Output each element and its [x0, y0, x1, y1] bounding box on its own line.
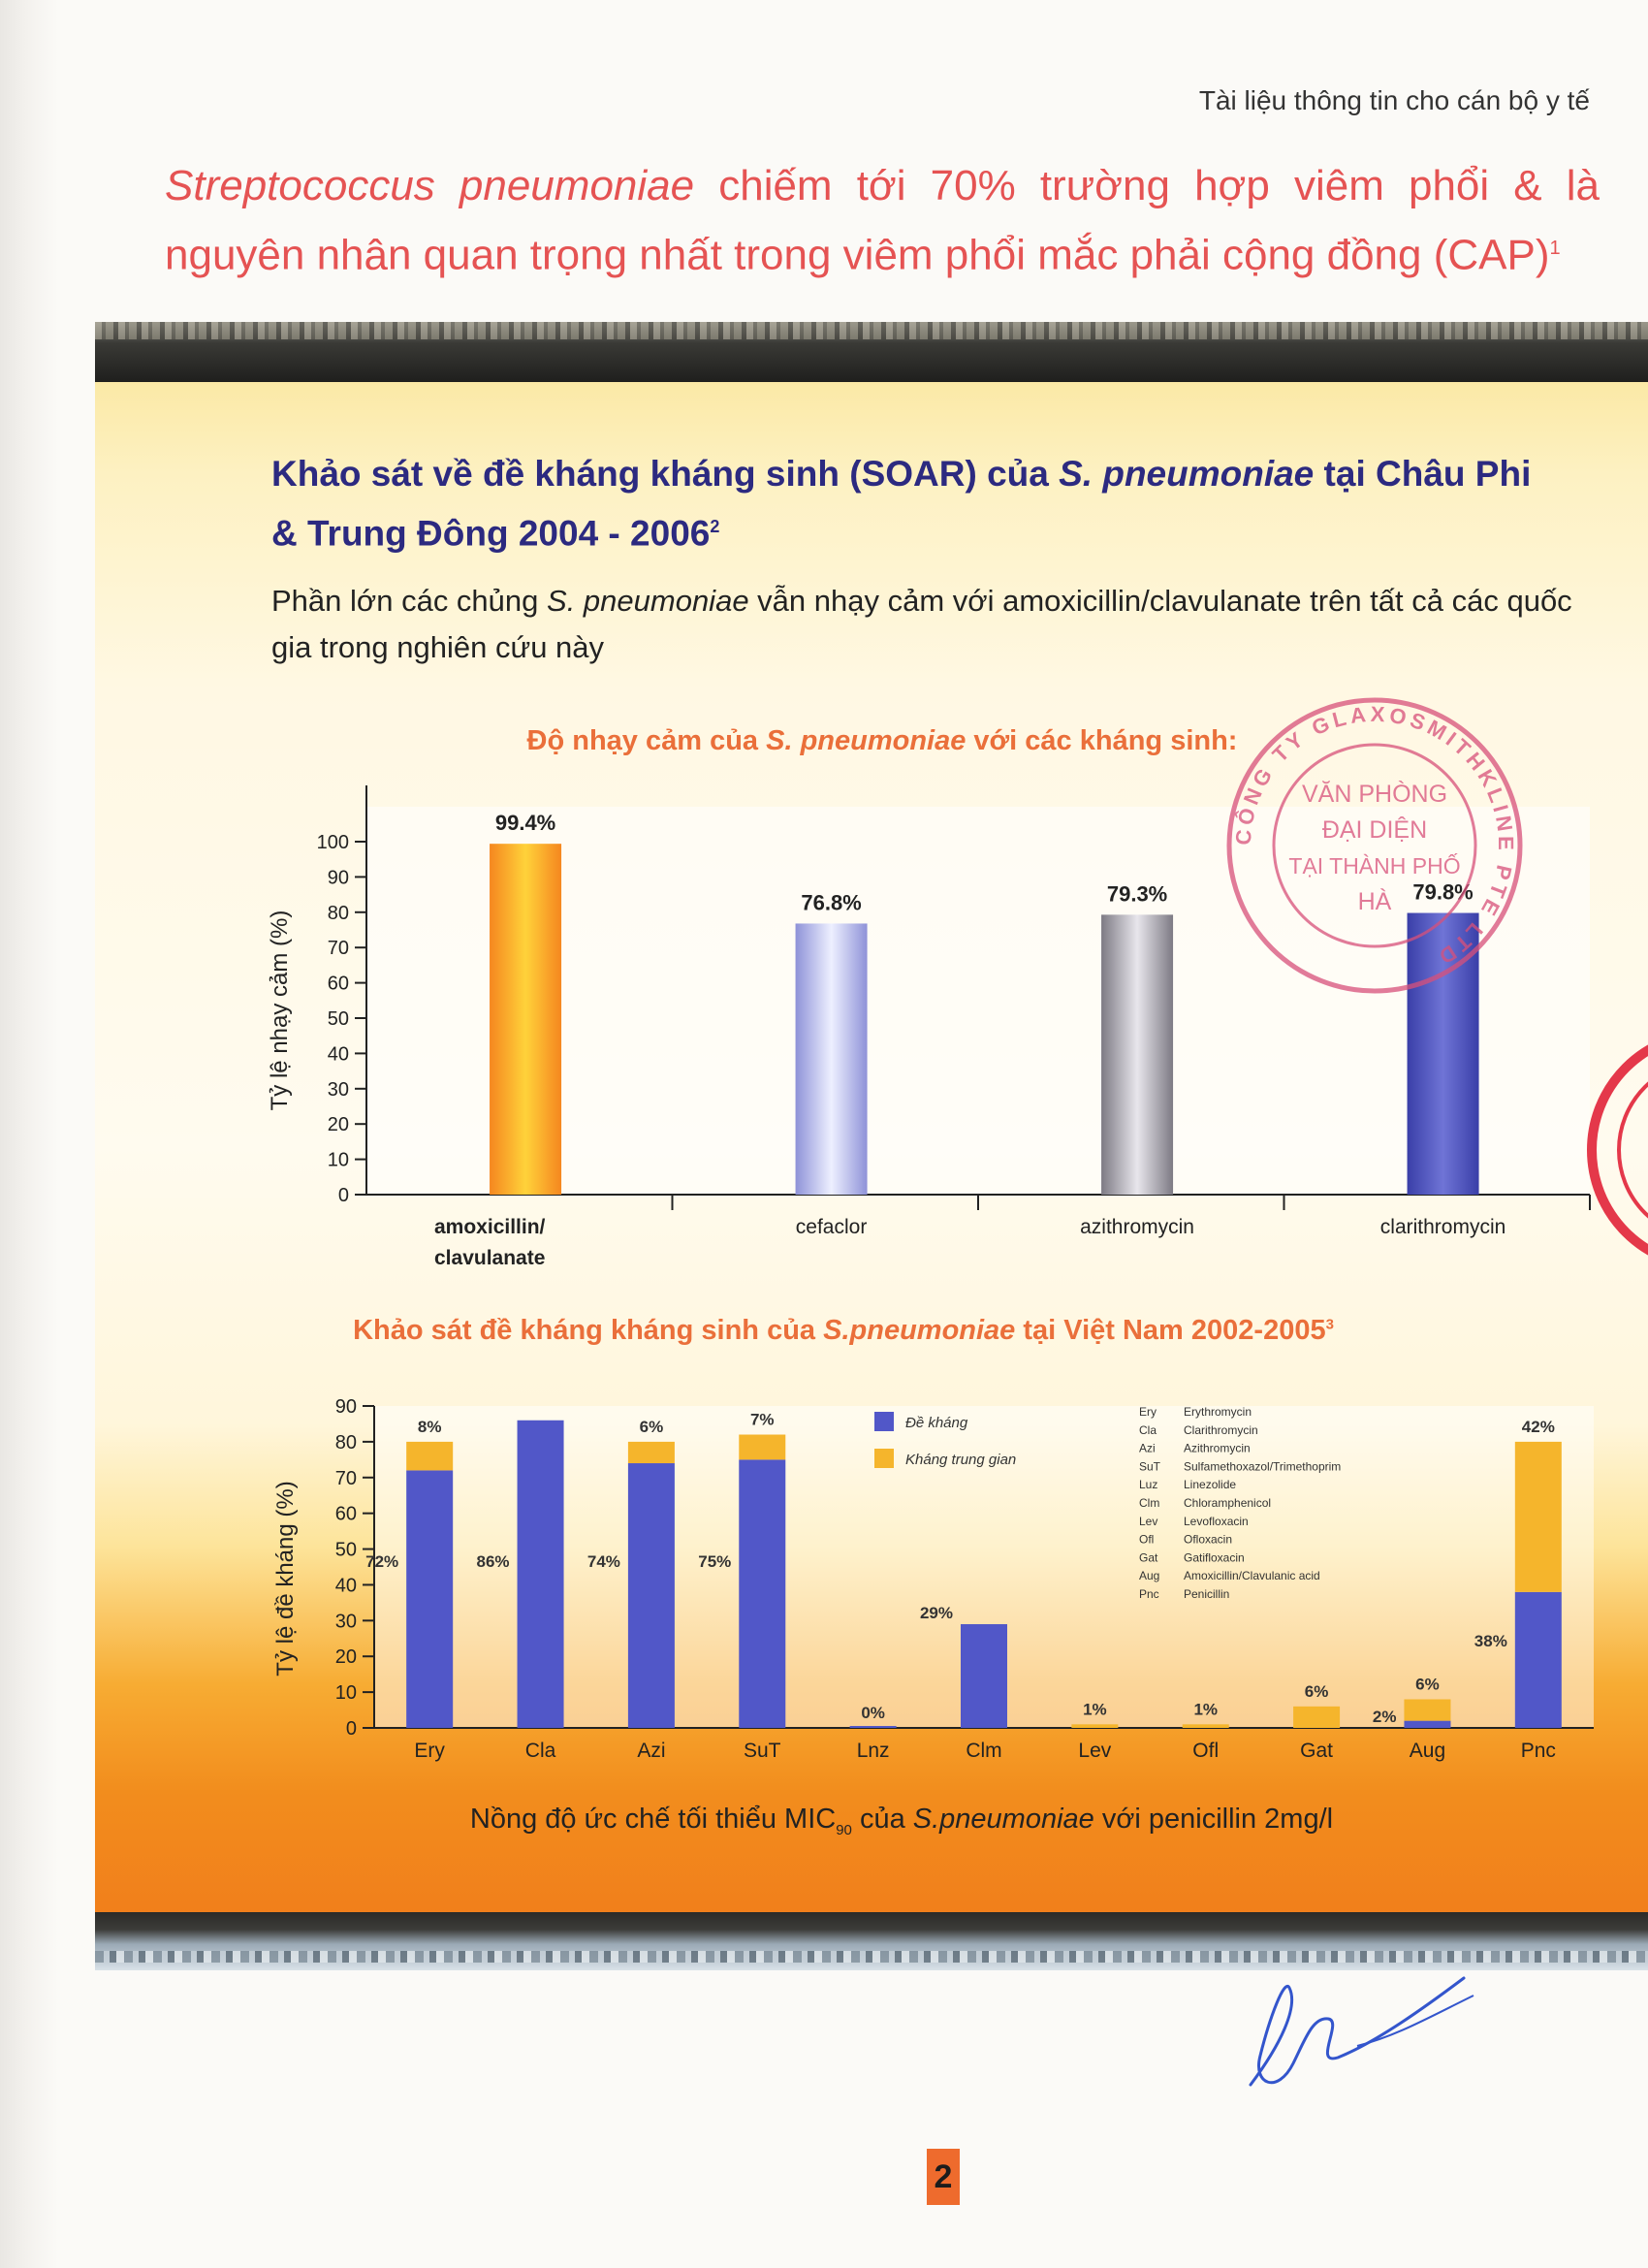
chart2-category-label: Ofl	[1192, 1740, 1220, 1762]
chart2-abbreviation-name: Chloramphenicol	[1184, 1496, 1272, 1510]
survey-title-part1: Khảo sát về đề kháng kháng sinh (SOAR) của	[271, 454, 1060, 494]
chart1-bar	[796, 923, 868, 1195]
chart2-bar-intermediate	[1515, 1442, 1562, 1592]
survey-body-part2: vẫn nhạy cảm với amoxicillin/clavulanate trên tất cả các quốc gia trong nghiên cứu này	[271, 584, 1572, 664]
chart2-bar-intermediate	[739, 1435, 785, 1460]
chart1-category-label: clarithromycin	[1379, 1216, 1506, 1238]
chart1-y-tick-label: 50	[327, 1008, 349, 1030]
chart2-bar-resistant	[518, 1421, 564, 1728]
chart2-category-label: Azi	[637, 1740, 666, 1762]
mic-note-subscript: 90	[836, 1821, 852, 1838]
chart2-value-label: 1%	[1083, 1700, 1107, 1719]
chart1-value-label: 99.4%	[494, 811, 556, 836]
chart2-abbreviation-code: Ofl	[1139, 1532, 1155, 1547]
stamp-line-4: HÀ	[1357, 888, 1392, 915]
chart2-abbreviation-code: Azi	[1139, 1441, 1156, 1455]
chart1-category-label: azithromycin	[1080, 1216, 1194, 1238]
chart1-title-species: S. pneumoniae	[766, 725, 967, 756]
chart2-value-label: 86%	[476, 1552, 510, 1571]
chart2-bar-intermediate	[406, 1442, 453, 1471]
chart1-category-label: cefaclor	[795, 1216, 868, 1238]
chart2-y-tick-label: 70	[334, 1467, 357, 1489]
chart2-y-tick-label: 0	[345, 1718, 357, 1740]
chart2-y-tick-label: 10	[334, 1682, 357, 1705]
chart2-y-axis-label: Tỷ lệ đề kháng (%)	[272, 1481, 299, 1677]
chart2-abbreviation-name: Erythromycin	[1184, 1405, 1252, 1419]
chart2-value-label: 42%	[1521, 1417, 1555, 1436]
page	[58, 0, 1648, 2268]
chart1-category-label: amoxicillin/	[434, 1216, 546, 1238]
chart1-value-label: 79.8%	[1412, 879, 1474, 905]
office-stamp	[1220, 690, 1530, 1001]
chart2-legend-swatch	[874, 1449, 894, 1468]
scan-left-strip	[0, 0, 58, 2268]
chart2-value-label: 6%	[1415, 1675, 1440, 1694]
headline-ref: 1	[1549, 238, 1561, 259]
chart1-y-tick-label: 20	[327, 1114, 349, 1136]
chart2-bar-intermediate	[1071, 1724, 1118, 1728]
chart2-category-label: Cla	[524, 1740, 556, 1762]
chart2-category-label: SuT	[744, 1740, 781, 1762]
chart2-value-label: 29%	[919, 1604, 953, 1623]
chart2-bar-intermediate	[628, 1442, 675, 1463]
headline	[165, 155, 1600, 287]
chart2-value-label: 74%	[586, 1552, 620, 1571]
mic-note	[349, 1804, 1454, 1838]
chart2-y-tick-label: 90	[334, 1396, 357, 1418]
mic-note-species: S.pneumoniae	[912, 1804, 1094, 1835]
stamp-ring-text: CÔNG TY GLAXOSMITHKLINE PTE LTD	[1230, 701, 1519, 972]
chart1-value-label: 79.3%	[1106, 881, 1168, 907]
chart2-abbreviation-code: SuT	[1139, 1459, 1161, 1474]
chart2-category-label: Lnz	[856, 1740, 890, 1762]
chart2-category-label: Ery	[414, 1740, 445, 1762]
chart2-bar-intermediate	[1404, 1699, 1450, 1720]
chart2-legend-label: Kháng trung gian	[905, 1452, 1017, 1468]
chart2-value-label: 72%	[365, 1552, 399, 1571]
chart2-category-label: Gat	[1300, 1740, 1334, 1762]
chart1-y-tick-label: 40	[327, 1043, 349, 1066]
chart1-y-tick-label: 90	[327, 867, 349, 889]
stamp-line-2: ĐẠI DIỆN	[1321, 816, 1428, 844]
chart2-category-label: Clm	[966, 1740, 1002, 1762]
chart2-value-label: 6%	[1304, 1681, 1329, 1701]
chart2-value-label: 38%	[1474, 1631, 1507, 1650]
headline-species: Streptococcus pneumoniae	[165, 162, 695, 209]
chart2-abbreviation-code: Lev	[1139, 1514, 1158, 1528]
chart1-y-tick-label: 60	[327, 973, 349, 995]
chart2-bar-resistant	[406, 1470, 453, 1728]
document-label: Tài liệu thông tin cho cán bộ y tế	[1198, 85, 1590, 115]
mic-note-part1: Nồng độ ức chế tối thiểu MIC	[469, 1804, 837, 1835]
survey-title-ref: 2	[710, 517, 720, 536]
chart2-abbreviation-code: Ery	[1139, 1405, 1157, 1419]
chart2-category-label: Lev	[1078, 1740, 1112, 1762]
chart2-bar-resistant	[1404, 1721, 1450, 1728]
chart2-abbreviation-code: Cla	[1139, 1422, 1157, 1437]
survey-body-part1: Phần lớn các chủng	[271, 584, 548, 618]
chart2-value-label: 6%	[639, 1417, 664, 1436]
chart1-y-tick-label: 10	[327, 1149, 349, 1171]
chart2-bar-zero	[850, 1726, 897, 1728]
chart1-category-label: clavulanate	[434, 1247, 546, 1269]
survey-title-species: S. pneumoniae	[1059, 454, 1315, 494]
chart1-value-label: 76.8%	[801, 890, 862, 915]
chart1-bar	[1101, 914, 1173, 1195]
chart2-y-tick-label: 60	[334, 1503, 357, 1525]
chart2-abbreviation-name: Levofloxacin	[1184, 1514, 1249, 1528]
chart2-y-tick-label: 80	[334, 1431, 357, 1453]
chart2-abbreviation-code: Luz	[1139, 1478, 1158, 1492]
chart2-abbreviation-name: Amoxicillin/Clavulanic acid	[1184, 1569, 1320, 1583]
chart1-y-tick-label: 30	[327, 1078, 349, 1101]
chart1-title-part2: với các kháng sinh:	[966, 725, 1238, 756]
chart2-value-label: 8%	[417, 1417, 442, 1436]
survey-body-species: S. pneumoniae	[547, 584, 749, 618]
headline-text: chiếm tới 70% trường hợp viêm phổi & là nguyên nhân quan trọng nhất trong viêm phổi mắc phải cộng đồng (CAP)	[165, 162, 1600, 279]
chart2-value-label: 2%	[1372, 1708, 1397, 1726]
chart2-abbreviation-code: Pnc	[1139, 1587, 1159, 1601]
survey-title	[271, 448, 1532, 559]
page-number: 2	[927, 2149, 960, 2205]
stamp-line-3: TẠI THÀNH PHỐ	[1288, 853, 1461, 878]
chart2-y-tick-label: 20	[334, 1646, 357, 1669]
chart2-value-label: 75%	[698, 1552, 732, 1571]
survey-body	[271, 578, 1609, 671]
chart2-bar-resistant	[739, 1459, 785, 1728]
chart2-abbreviation-name: Azithromycin	[1184, 1441, 1251, 1455]
chart1-y-tick-label: 100	[316, 832, 349, 853]
partial-red-stamp	[1572, 1014, 1648, 1286]
chart2-y-tick-label: 30	[334, 1611, 357, 1633]
chart2-abbreviation-code: Aug	[1139, 1569, 1160, 1583]
chart2-abbreviation-name: Ofloxacin	[1184, 1532, 1233, 1547]
chart2-abbreviation-code: Gat	[1139, 1550, 1158, 1565]
chart2-title-part2: tại Việt Nam 2002-2005	[1015, 1315, 1326, 1346]
chart2-abbreviation-name: Clarithromycin	[1184, 1422, 1258, 1437]
resistance-stacked-bar-chart	[184, 1387, 1609, 1765]
chart2-abbreviation-name: Linezolide	[1184, 1478, 1237, 1492]
chart2-abbreviation-code: Clm	[1139, 1496, 1160, 1510]
chart2-title-part1: Khảo sát đề kháng kháng sinh của	[353, 1315, 824, 1346]
chart2-bar-resistant	[961, 1624, 1007, 1728]
chart1-y-axis-label: Tỷ lệ nhạy cảm (%)	[267, 910, 293, 1111]
chart2-title-species: S.pneumoniae	[823, 1315, 1016, 1346]
chart2-bar-intermediate	[1293, 1707, 1340, 1728]
chart2-value-label: 1%	[1193, 1700, 1219, 1719]
chart1-title-part1: Độ nhạy cảm của	[526, 725, 767, 756]
chart2-category-label: Aug	[1409, 1740, 1446, 1762]
chart1-y-tick-label: 80	[327, 902, 349, 924]
chart2-abbreviation-name: Sulfamethoxazol/Trimethoprim	[1184, 1459, 1342, 1474]
chart2-abbreviation-name: Gatifloxacin	[1184, 1550, 1245, 1565]
chart2-y-tick-label: 40	[334, 1575, 357, 1597]
mic-note-part2: của	[851, 1804, 913, 1835]
chart2-title-ref: 3	[1325, 1316, 1334, 1333]
chart2-value-label: 0%	[861, 1704, 885, 1722]
chart2-bar-resistant	[628, 1463, 675, 1728]
mic-note-part3: với penicillin 2mg/l	[1093, 1804, 1334, 1835]
chart2-y-tick-label: 50	[334, 1539, 357, 1561]
signature	[1192, 1949, 1483, 2124]
chart2-category-label: Pnc	[1520, 1740, 1556, 1762]
survey-title-part2: tại Châu Phi & Trung Đông 2004 - 2006	[271, 454, 1532, 554]
chart2-bar-resistant	[1515, 1592, 1562, 1728]
chart2-value-label: 7%	[749, 1410, 775, 1429]
chart2-legend-swatch	[874, 1412, 894, 1431]
stamp-line-1: VĂN PHÒNG	[1301, 781, 1448, 808]
chart2-legend-label: Đề kháng	[905, 1415, 968, 1431]
chart1-bar	[490, 844, 561, 1195]
decorative-band-top	[95, 322, 1648, 382]
chart1-y-tick-label: 70	[327, 938, 349, 960]
chart2-abbreviation-name: Penicillin	[1184, 1587, 1230, 1601]
chart1-y-tick-label: 0	[337, 1185, 349, 1206]
chart2-title	[213, 1315, 1474, 1347]
chart2-bar-intermediate	[1183, 1724, 1229, 1728]
